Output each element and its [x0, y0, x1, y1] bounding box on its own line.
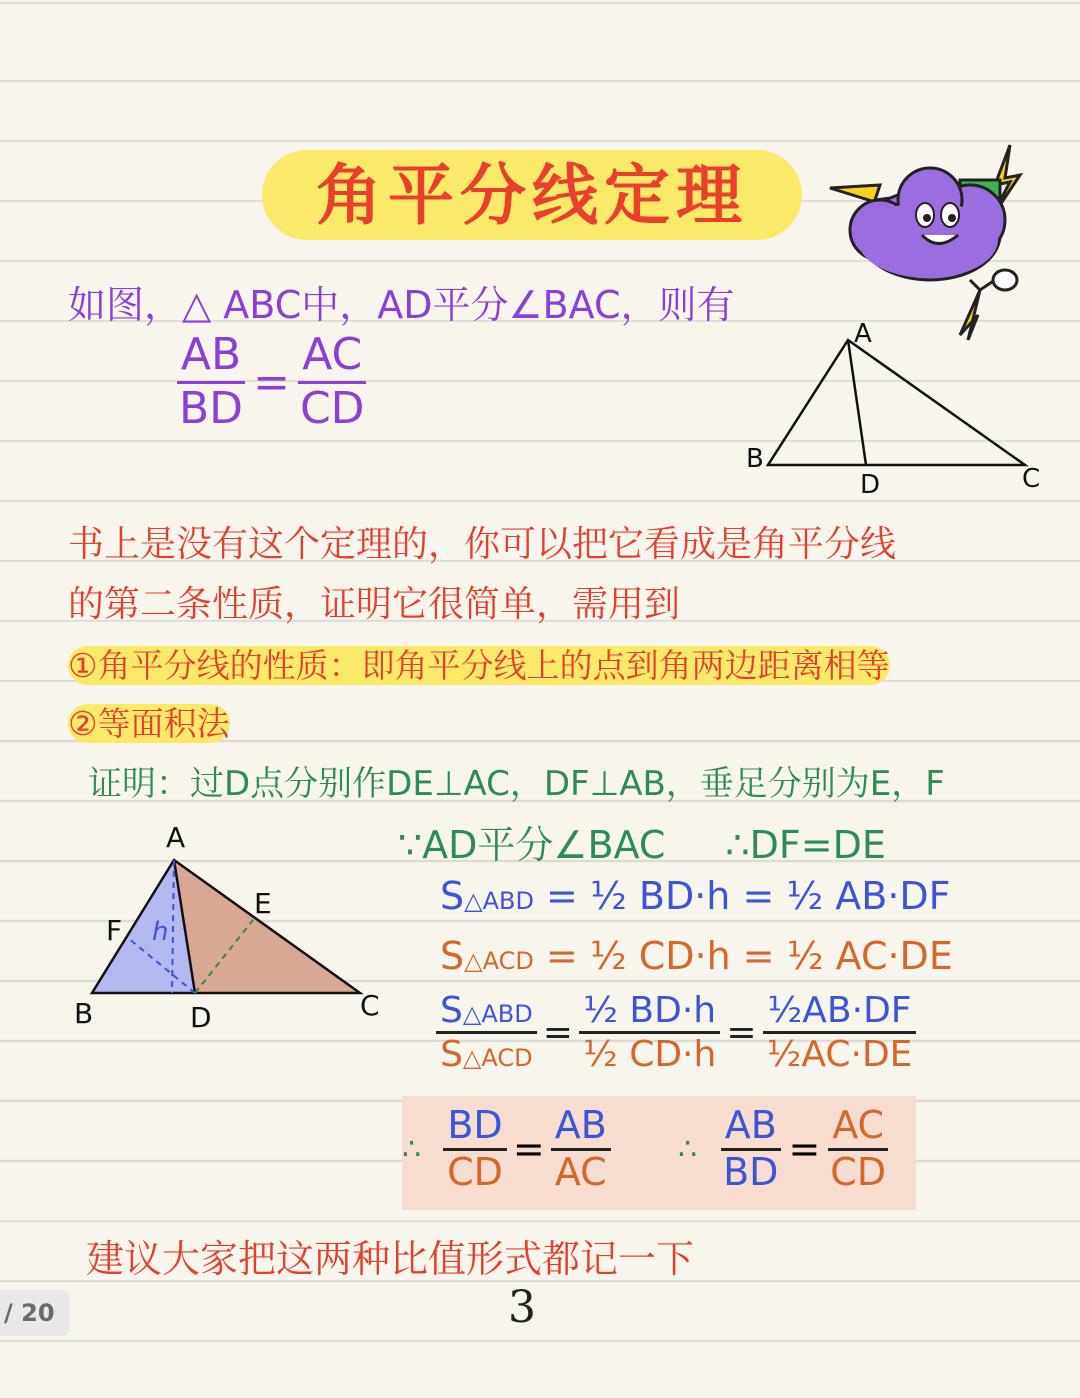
ratio-mid-den: ½ CD·h — [582, 1034, 717, 1076]
area-subscript: △ABD — [462, 1000, 533, 1028]
area-acd-equation — [440, 934, 953, 978]
concl-left-den-1: CD — [447, 1149, 503, 1194]
fig2-label-d: D — [190, 1001, 212, 1034]
area-subscript: △ACD — [462, 1044, 533, 1073]
suggestion-text: 建议大家把这两种比值形式都记一下 — [86, 1237, 695, 1281]
concl-left-num-2: AB — [551, 1104, 611, 1151]
ratio-right-num: ½AB·DF — [763, 990, 915, 1034]
ratio-mid-num: ½ BD·h — [579, 990, 720, 1034]
fig2-label-b: B — [74, 997, 94, 1030]
explain-item-2 — [68, 698, 230, 745]
concl-right-num-1: AB — [721, 1104, 781, 1151]
area-symbol: S — [440, 934, 465, 978]
fig2-label-e: E — [254, 887, 272, 920]
ratio-middle — [579, 990, 720, 1076]
area-symbol: S — [440, 990, 463, 1031]
proof-given: ∵AD平分∠BAC — [398, 823, 666, 867]
ratio-right-den: ½AC·DE — [766, 1034, 913, 1076]
intro-formula — [175, 330, 369, 434]
triangle-figure-2 — [70, 815, 400, 1035]
formula-den-2: CD — [299, 382, 365, 434]
proof-conclude-df-de: ∴DF=DE — [725, 823, 886, 867]
formula-num-1: AB — [177, 330, 245, 384]
label-c: C — [1022, 464, 1041, 494]
area-abd-rest: = ½ BD·h = ½ AB·DF — [546, 874, 951, 918]
area-symbol: S — [440, 874, 465, 918]
area-symbol: S — [440, 1034, 463, 1076]
concl-left-num-1: BD — [443, 1104, 506, 1151]
formula-equals: = — [253, 356, 290, 408]
concl-right-den-1: BD — [723, 1149, 779, 1194]
concl-right-den-2: CD — [830, 1149, 887, 1194]
area-subscript: △ACD — [464, 947, 534, 975]
proof-line-1 — [398, 814, 886, 869]
area-ratio-equation — [436, 990, 916, 1076]
item-2-highlight: ②等面积法 — [68, 704, 230, 743]
concl-right-equals: = — [788, 1127, 821, 1172]
triangle-figure-1 — [730, 310, 1060, 500]
explain-line-1: 书上是没有这个定理的，你可以把它看成是角平分线 — [68, 524, 897, 565]
bisector-ad — [848, 340, 866, 465]
explain-line-2: 的第二条性质，证明它很简单，需用到 — [68, 584, 681, 625]
ratio-right — [762, 990, 916, 1076]
fig2-label-h: h — [152, 917, 169, 947]
item-1-highlight: ①角平分线的性质：即角平分线上的点到角两边距离相等 — [68, 646, 890, 685]
area-acd-rest: = ½ CD·h = ½ AC·DE — [545, 934, 953, 978]
page-number: 3 — [508, 1282, 536, 1333]
explain-item-1 — [68, 640, 890, 687]
conclusion-left — [402, 1104, 611, 1194]
triangle-abc — [768, 340, 1025, 465]
page-indicator[interactable]: / 20 — [0, 1290, 70, 1336]
proof-intro: 证明：过D点分别作DE⊥AC，DF⊥AB，垂足分别为E，F — [88, 764, 945, 804]
concl-left-den-2: AC — [554, 1149, 607, 1194]
therefore-symbol: ∴ — [678, 1131, 698, 1167]
ratio-equals-2: = — [726, 1012, 757, 1054]
label-d: D — [860, 470, 881, 500]
area-abd-equation — [440, 874, 951, 918]
fig2-label-f: F — [106, 914, 123, 947]
fig2-label-c: C — [360, 989, 380, 1022]
page-title: 角平分线定理 — [316, 156, 748, 234]
therefore-symbol: ∴ — [402, 1131, 422, 1167]
formula-den-1: BD — [179, 382, 244, 434]
area-subscript: △ABD — [464, 887, 534, 915]
concl-left-equals: = — [512, 1127, 545, 1172]
fig2-label-a: A — [166, 821, 186, 854]
concl-right-num-2: AC — [828, 1104, 888, 1151]
ratio-equals-1: = — [542, 1012, 573, 1054]
label-a: A — [854, 319, 872, 349]
formula-num-2: AC — [298, 330, 366, 384]
ratio-left — [436, 990, 537, 1076]
intro-statement: 如图，△ ABC中，AD平分∠BAC，则有 — [68, 283, 735, 327]
conclusion-right — [678, 1104, 890, 1194]
label-b: B — [746, 444, 764, 474]
